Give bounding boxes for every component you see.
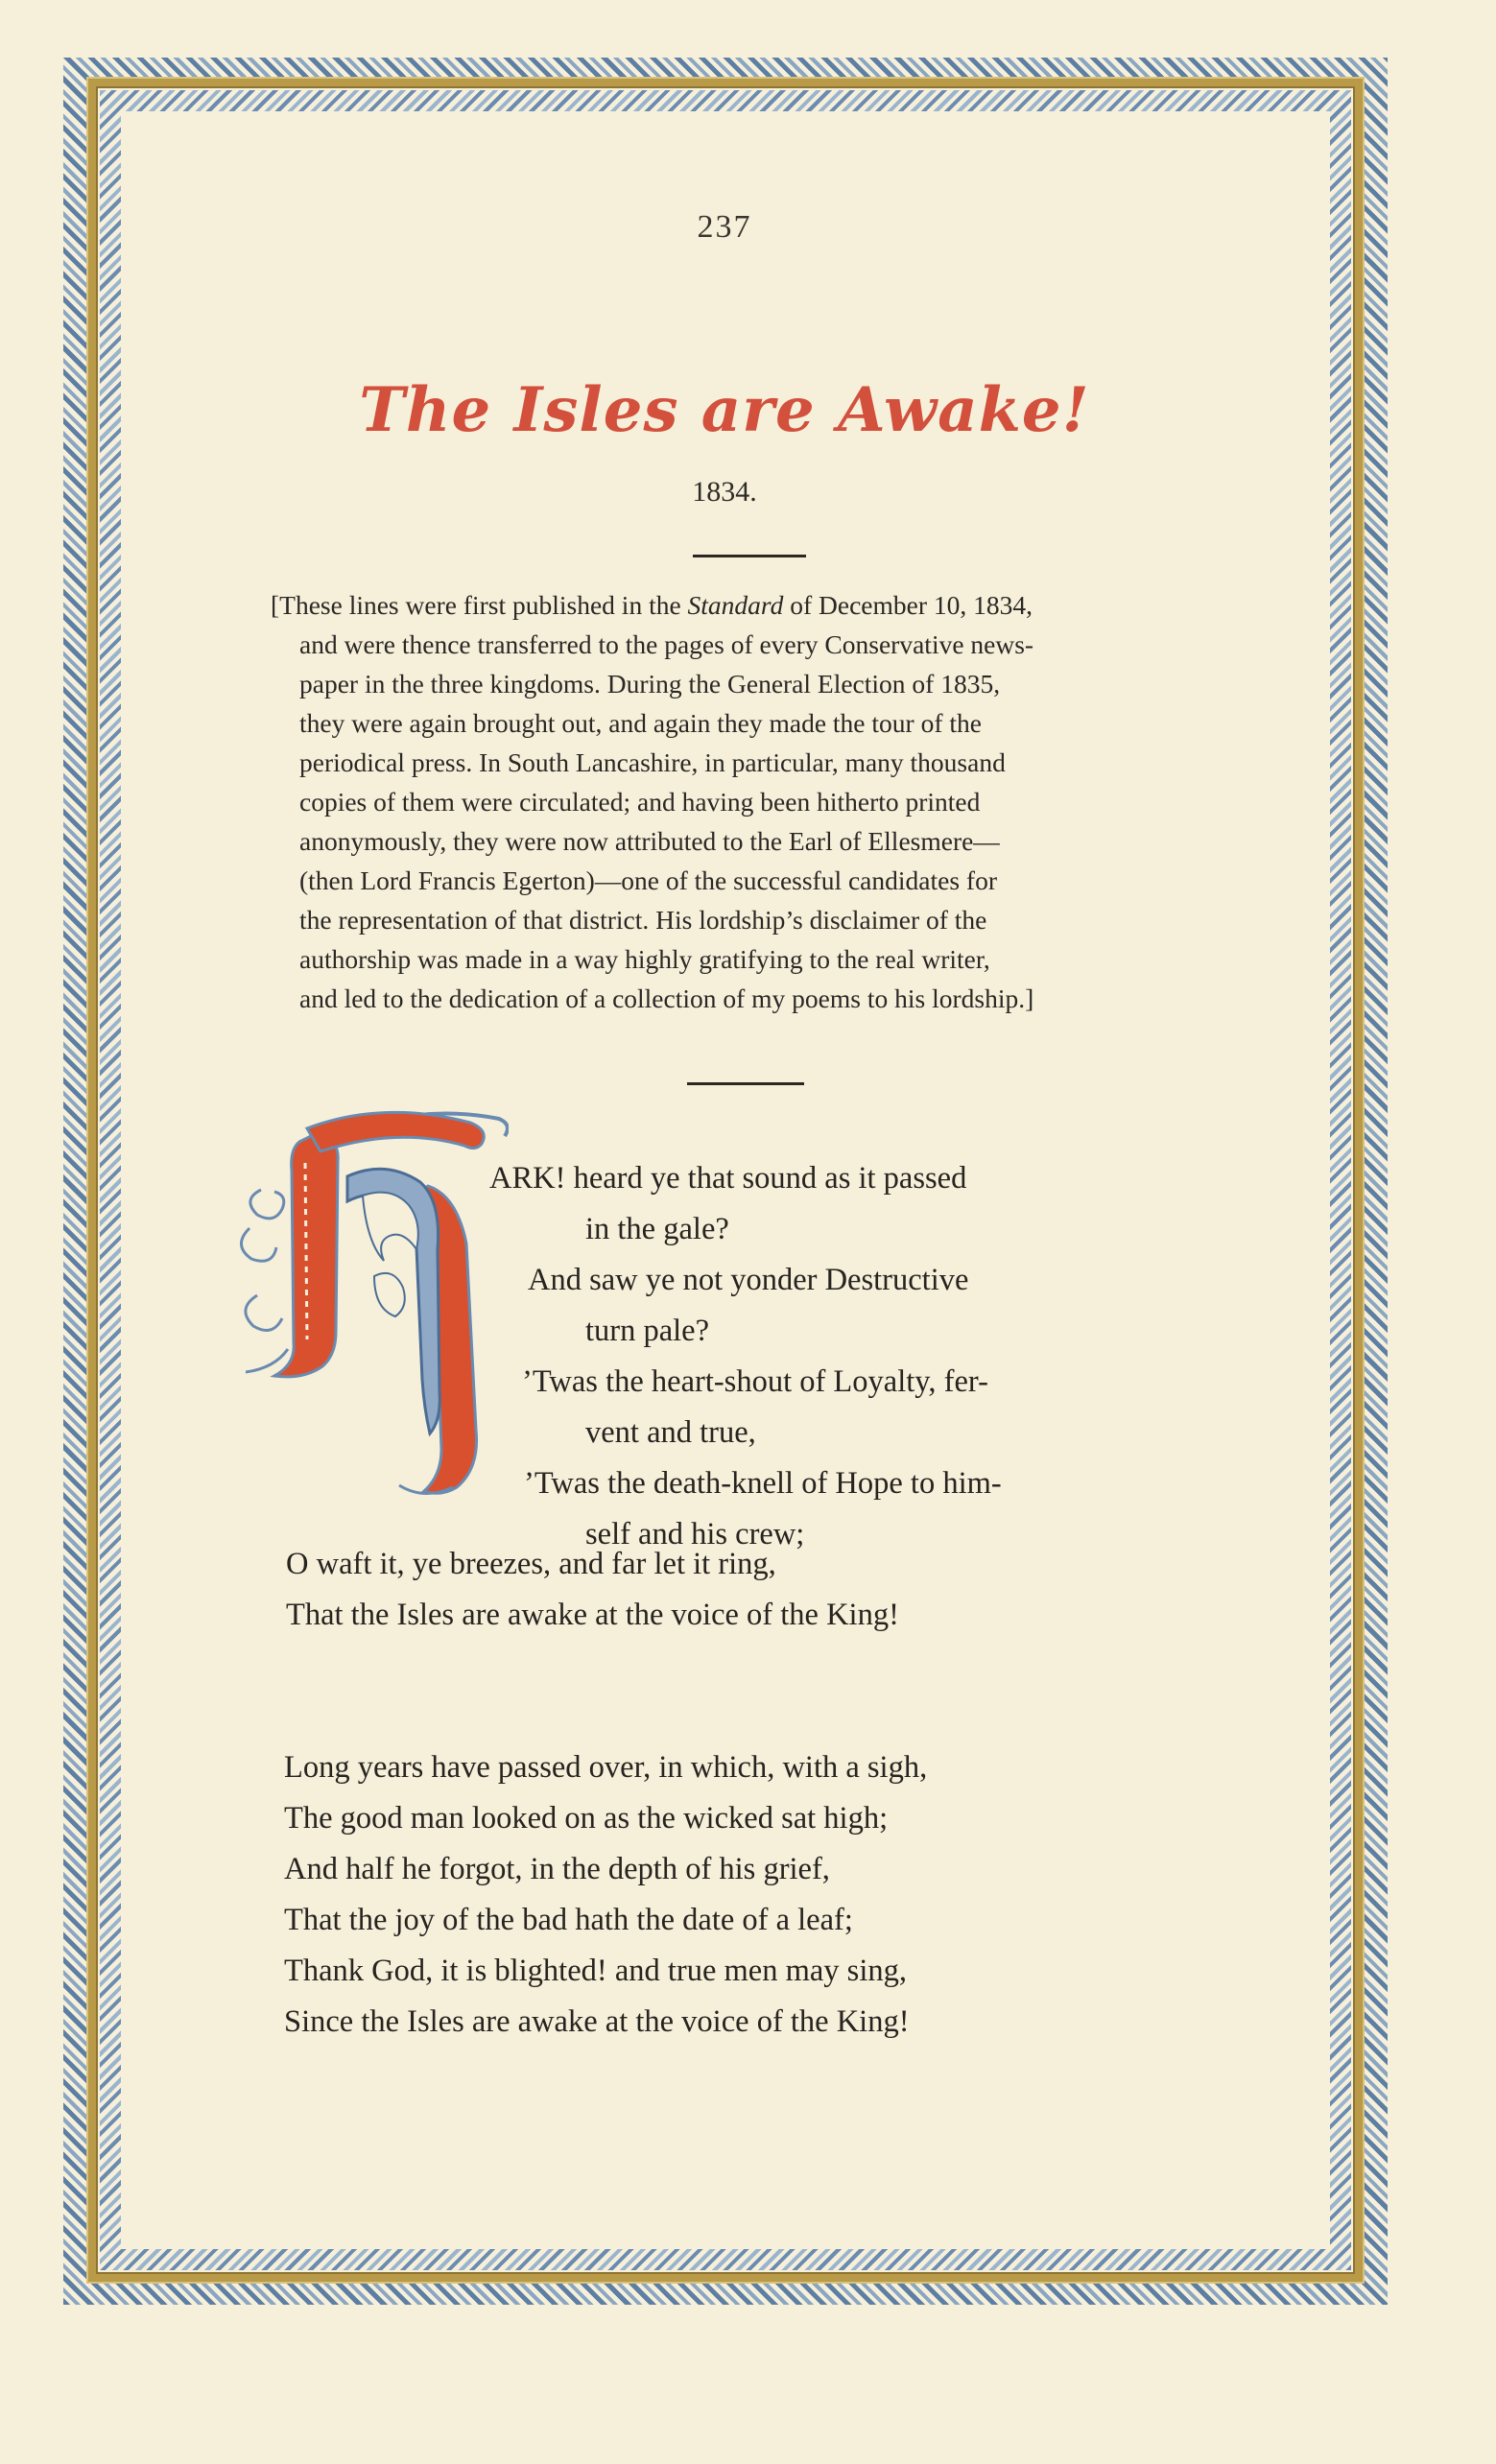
page-content [144, 134, 1305, 2245]
poem-line: O waft it, ye breezes, and far let it ring, [286, 1547, 776, 1581]
poem-line: And half he forgot, in the depth of his grief, [284, 1852, 830, 1886]
note-line: periodical press. In South Lancashire, in particular, many thousand [299, 747, 1006, 777]
note-line: they were again brought out, and again they made the tour of the [299, 708, 982, 738]
page-number: 237 [697, 209, 752, 245]
poem-line: That the Isles are awake at the voice of the King! [286, 1598, 899, 1632]
illuminated-dropcap-icon [240, 1103, 509, 1506]
poem-line: ’Twas the death-knell of Hope to him- [524, 1466, 1002, 1501]
poem-line: ’Twas the heart-shout of Loyalty, fer- [522, 1364, 988, 1399]
stanza-2 [284, 1742, 927, 2048]
poem-line: Long years have passed over, in which, with a sigh, [284, 1750, 928, 1785]
poem-line: And saw ye not yonder Destructive [528, 1263, 969, 1297]
note-line: authorship was made in a way highly gratifying to the real writer, [299, 944, 990, 974]
poem-line: The good man looked on as the wicked sat high; [284, 1801, 889, 1836]
poem-line: turn pale? [585, 1314, 710, 1348]
divider-rule [687, 1082, 804, 1085]
note-line: the representation of that district. His lordship’s disclaimer of the [299, 905, 987, 935]
poem-title: The Isles are Awake! [359, 374, 1090, 446]
editorial-note [271, 585, 1240, 1018]
poem-line: Thank God, it is blighted! and true men may sing, [284, 1954, 907, 1988]
newspaper-name: Standard [687, 590, 784, 620]
divider-rule [693, 555, 806, 557]
note-line: and were thence transferred to the pages of every Conservative news- [299, 629, 1034, 659]
note-line: [These lines were first published in the Standard of December 10, 1834, [271, 590, 1033, 620]
stanza-1-full-lines [286, 1539, 899, 1641]
poem-year: 1834. [692, 476, 757, 508]
poem-line: self and his crew; [585, 1517, 805, 1552]
note-line: anonymously, they were now attributed to the Earl of Ellesmere— [299, 826, 1000, 856]
note-line: copies of them were circulated; and having been hitherto printed [299, 787, 981, 817]
poem-line: Since the Isles are awake at the voice of the King! [284, 2004, 910, 2039]
poem-line: vent and true, [585, 1415, 756, 1450]
stanza-1-capped-lines [489, 1153, 1002, 1560]
poem-line: in the gale? [585, 1212, 729, 1246]
note-line: (then Lord Francis Egerton)—one of the successful candidates for [299, 865, 997, 895]
note-line: and led to the dedication of a collection of my poems to his lordship.] [299, 983, 1034, 1013]
poem-line: ARK! heard ye that sound as it passed [489, 1161, 967, 1196]
poem-line: That the joy of the bad hath the date of a leaf; [284, 1903, 853, 1937]
note-line: paper in the three kingdoms. During the General Election of 1835, [299, 669, 1001, 699]
